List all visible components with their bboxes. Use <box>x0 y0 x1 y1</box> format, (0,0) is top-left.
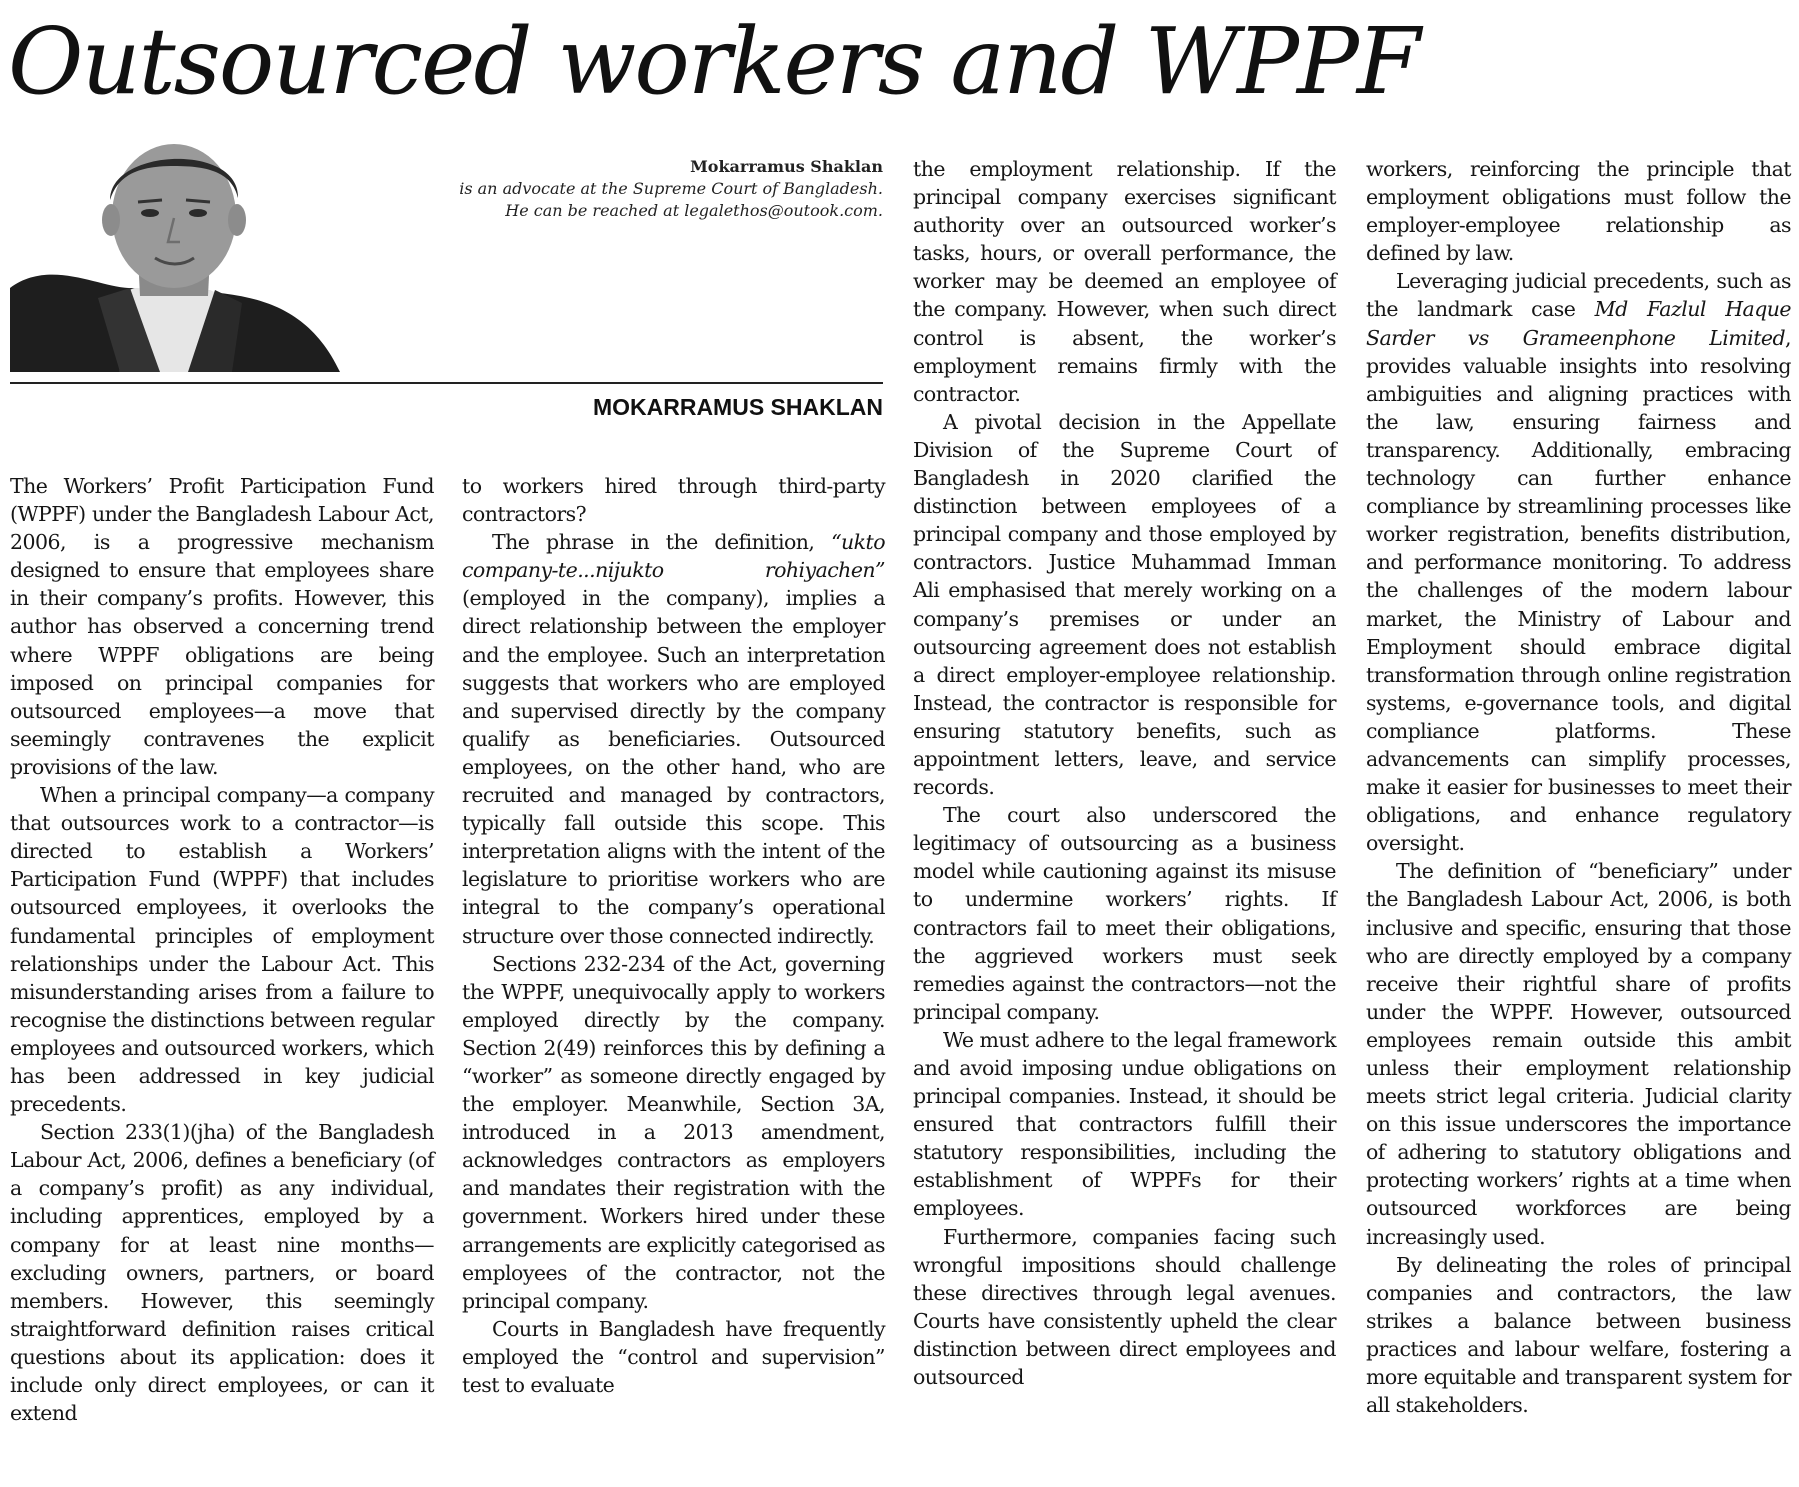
article-paragraph-continued: workers, reinforcing the principle that employment obligations must follow the employer-employee relationship as defined by law. <box>1366 157 1791 266</box>
article-paragraph: The Workers’ Profit Participation Fund (WPPF) under the Bangladesh Labour Act, 2006, is a progressive mechanism designed to ensure that employees share in their company’s profits. However, this author has observed a concerning trend where WPPF obligations are being imposed on principal companies for outsourced employees—a move that seemingly contravenes the explicit provisions of the law. <box>10 474 434 779</box>
article-paragraph: By delineating the roles of principal companies and contractors, the law strikes a balance between business practices and labour welfare, fostering a more equitable and transparent system for all stakeholders. <box>1366 1252 1791 1418</box>
article-paragraph-continued: the employment relationship. If the principal company exercises significant authority over an outsourced worker’s tasks, hours, or overall performance, the worker may be deemed an employee of the company. However, when such direct control is absent, the worker’s employment remains firmly with the contractor. <box>913 157 1336 406</box>
article-paragraph: The court also underscored the legitimacy of outsourcing as a business model while cautioning against its misuse to undermine workers’ rights. If contractors fail to meet their obligations, the aggrieved workers must seek remedies against the contractors—not the principal company. <box>913 803 1336 1024</box>
article-paragraph-continued: to workers hired through third-party contractors? <box>462 474 885 527</box>
article-column-4 <box>1366 155 1791 1419</box>
text-run: Leveraging judicial precedents, such as the landmark case <box>1366 269 1791 322</box>
author-bio <box>440 156 883 222</box>
article-paragraph: A pivotal decision in the Appellate Division of the Supreme Court of Bangladesh in 2020 clarified the distinction between employees of a principal company and those employed by contractors. Justice Muhammad Imman Ali emphasised that merely working on a company’s premises or under an outsourcing agreement does not establish a direct employer-employee relationship. Instead, the contractor is responsible for ensuring statutory benefits, such as appointment letters, leave, and service records. <box>913 409 1336 800</box>
article-paragraph <box>1366 267 1791 857</box>
article-paragraph: The definition of “beneficiary” under the Bangladesh Labour Act, 2006, is both inclusive and specific, ensuring that those who are directly employed by a company receive their rightful share of profits under the WPPF. However, outsourced employees remain outside this ambit unless their employment relationship meets strict legal criteria. Judicial clarity on this issue underscores the importance of adhering to statutory obligations and protecting workers’ rights at a time when outsourced workforces are being increasingly used. <box>1366 859 1791 1249</box>
headline: Outsourced workers and WPPF <box>8 8 1419 115</box>
article-column-3 <box>913 155 1336 1391</box>
italic-case-name: Md Fazlul Haque Sarder vs Grameenphone Limited <box>1366 297 1791 350</box>
article-column-2 <box>462 472 885 1399</box>
article-paragraph: Furthermore, companies facing such wrongful impositions should challenge these directives through legal avenues. Courts have consistently upheld the clear distinction between direct employees and outsourced <box>913 1224 1336 1390</box>
text-run: The phrase in the definition, <box>492 530 832 555</box>
byline: MOKARRAMUS SHAKLAN <box>592 394 883 420</box>
article-paragraph: Section 233(1)(jha) of the Bangladesh Labour Act, 2006, defines a beneficiary (of a company’s profit) as any individual, including apprentices, employed by a company for at least nine months—excluding owners, partners, or board members. However, this seemingly straightforward definition raises critical questions about its application: does it include only direct employees, or can it extend <box>10 1120 434 1426</box>
author-name: Mokarramus Shaklan <box>690 157 883 176</box>
text-run: , provides valuable insights into resolving ambiguities and aligning practices with the law, ensuring fairness and transparency. Additionally, embracing technology can further enhance compliance by streamlining processes like worker registration, benefits distribution, and performance monitoring. To address the challenges of the modern labour market, the Ministry of Labour and Employment should embrace digital transformation through online registration systems, e-governance tools, and digital compliance platforms. These advancements can simplify processes, make it easier for businesses to meet their obligations, and enhance regulatory oversight. <box>1366 325 1791 856</box>
author-photo <box>10 138 425 372</box>
byline-rule <box>10 382 883 384</box>
italic-phrase: “ukto company-te...nijukto rohiyachen” <box>462 530 885 583</box>
article-paragraph: Courts in Bangladesh have frequently employed the “control and supervision” test to evaluate <box>462 1316 885 1397</box>
text-run: (employed in the company), implies a direct relationship between the employer and the employee. Such an interpretation suggests that workers who are employed and supervised directly by the company qualify as beneficiaries. Outsourced employees, on the other hand, who are recruited and managed by contractors, typically fall outside this scope. This interpretation aligns with the intent of the legislature to prioritise workers who are integral to the company’s operational structure over those connected indirectly. <box>462 586 885 948</box>
article-paragraph <box>462 528 885 949</box>
article-paragraph: Sections 232-234 of the Act, governing the WPPF, unequivocally apply to workers employed directly by the company. Section 2(49) reinforces this by defining a “worker” as someone directly engaged by the employer. Meanwhile, Section 3A, introduced in a 2013 amendment, acknowledges contractors as employers and mandates their registration with the government. Workers hired under these arrangements are explicitly categorised as employees of the contractor, not the principal company. <box>462 951 885 1313</box>
article-paragraph: We must adhere to the legal framework and avoid imposing undue obligations on principal companies. Instead, it should be ensured that contractors fulfill their statutory responsibilities, including the establishment of WPPFs for their employees. <box>913 1027 1336 1221</box>
article-paragraph: When a principal company—a company that outsources work to a contractor—is directed to establish a Workers’ Participation Fund (WPPF) that includes outsourced employees, it overlooks the fundamental principles of employment relationships under the Labour Act. This misunderstanding arises from a failure to recognise the distinctions between regular employees and outsourced workers, which has been addressed in key judicial precedents. <box>10 783 434 1117</box>
article-column-1 <box>10 472 434 1427</box>
author-bio-text: is an advocate at the Supreme Court of Bangladesh. He can be reached at legalethos@outook.com. <box>459 179 883 220</box>
